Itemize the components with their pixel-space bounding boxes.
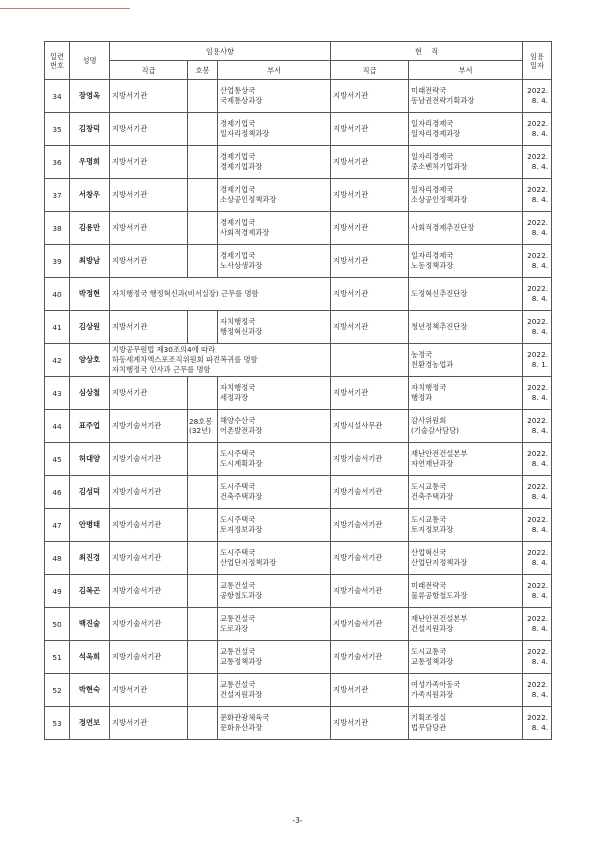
appointment-dept: 도시주택국 산업단지정책과장 [218,542,331,575]
appointment-step [188,80,218,113]
appointment-step [188,476,218,509]
row-number: 50 [45,608,70,641]
person-name: 김용만 [70,212,110,245]
appointment-grade: 지방기술서기관 [110,575,188,608]
row-number: 39 [45,245,70,278]
current-grade: 지방서기관 [331,674,409,707]
person-name: 표주업 [70,410,110,443]
header-dept: 부서 [218,61,331,80]
current-grade [331,344,409,377]
current-grade: 지방서기관 [331,146,409,179]
person-name: 박정현 [70,278,110,311]
row-number: 41 [45,311,70,344]
appointment-grade: 지방기술서기관 [110,476,188,509]
header-appointment: 임용사항 [110,42,331,61]
current-dept: 일자리경제국 소상공인정책과장 [409,179,523,212]
header-grade: 직급 [110,61,188,80]
appointment-date: 2022. 8. 4. [523,278,552,311]
current-dept: 일자리경제국 일자리경제과장 [409,113,523,146]
row-number: 46 [45,476,70,509]
appointment-date: 2022. 8. 1. [523,344,552,377]
row-number: 37 [45,179,70,212]
appointment-date: 2022. 8. 4. [523,80,552,113]
current-dept: 사회적경제추진단장 [409,212,523,245]
person-name: 김상원 [70,311,110,344]
current-dept: 일자리경제국 중소벤처기업과장 [409,146,523,179]
table-row [45,608,552,641]
appointment-note: 자치행정국 행정혁신과(비서실장) 근무를 명함 [110,278,331,311]
appointment-dept: 경제기업국 노사상생과장 [218,245,331,278]
appointment-dept: 도시주택국 토지정보과장 [218,509,331,542]
appointment-grade: 지방서기관 [110,80,188,113]
table-row [45,542,552,575]
appointment-step [188,245,218,278]
current-grade: 지방서기관 [331,179,409,212]
person-name: 박현숙 [70,674,110,707]
person-name: 허대양 [70,443,110,476]
appointment-dept: 자치행정국 세정과장 [218,377,331,410]
current-dept: 도시교통국 토지정보과장 [409,509,523,542]
appointment-date: 2022. 8. 4. [523,245,552,278]
current-dept: 청년정책추진단장 [409,311,523,344]
row-number: 35 [45,113,70,146]
header-step: 호봉 [188,61,218,80]
appointment-grade: 지방서기관 [110,212,188,245]
person-name: 서창우 [70,179,110,212]
appointment-dept: 교통건설국 교통정책과장 [218,641,331,674]
table-row [45,377,552,410]
row-number: 53 [45,707,70,740]
appointment-grade: 지방서기관 [110,377,188,410]
appointment-dept: 산업통상국 국제통상과장 [218,80,331,113]
appointment-date: 2022. 8. 4. [523,377,552,410]
current-grade: 지방서기관 [331,245,409,278]
appointment-step [188,509,218,542]
appointment-step [188,443,218,476]
current-grade: 지방서기관 [331,80,409,113]
appointment-grade: 지방기술서기관 [110,641,188,674]
appointment-grade: 지방기술서기관 [110,542,188,575]
header-date: 임용 일자 [523,42,552,80]
table-row [45,311,552,344]
table-row [45,443,552,476]
person-name: 최방남 [70,245,110,278]
current-grade: 지방서기관 [331,212,409,245]
table-row [45,278,552,311]
current-dept: 도시교통국 교통정책과장 [409,641,523,674]
current-dept: 여성가족아동국 가족지원과장 [409,674,523,707]
current-grade: 지방기술서기관 [331,443,409,476]
current-dept: 재난안전건설본부 건설지원과장 [409,608,523,641]
appointment-grade: 지방서기관 [110,179,188,212]
table-row [45,80,552,113]
appointment-step [188,608,218,641]
appointment-grade: 지방서기관 [110,245,188,278]
table-row [45,575,552,608]
row-number: 51 [45,641,70,674]
current-dept: 도시교통국 건축주택과장 [409,476,523,509]
current-grade: 지방서기관 [331,278,409,311]
appointment-date: 2022. 8. 4. [523,641,552,674]
row-number: 38 [45,212,70,245]
appointment-dept: 해양수산국 어촌발전과장 [218,410,331,443]
person-name: 김창덕 [70,113,110,146]
appointment-step [188,707,218,740]
person-name: 김복곤 [70,575,110,608]
appointment-dept: 경제기업국 경제기업과장 [218,146,331,179]
appointment-step [188,641,218,674]
table-row [45,344,552,377]
current-dept: 미래전략국 물류공항철도과장 [409,575,523,608]
appointment-grade: 지방기술서기관 [110,443,188,476]
table-row [45,179,552,212]
current-grade: 지방기술서기관 [331,641,409,674]
current-dept: 미래전략국 동남권전략기획과장 [409,80,523,113]
current-dept: 일자리경제국 노동정책과장 [409,245,523,278]
table-row [45,113,552,146]
current-grade: 지방서기관 [331,707,409,740]
appointment-date: 2022. 8. 4. [523,542,552,575]
person-name: 최진경 [70,542,110,575]
row-number: 47 [45,509,70,542]
current-grade: 지방서기관 [331,311,409,344]
person-name: 심상철 [70,377,110,410]
appointment-step [188,212,218,245]
row-number: 49 [45,575,70,608]
person-name: 양상호 [70,344,110,377]
appointment-dept: 자치행정국 행정혁신과장 [218,311,331,344]
appointment-step [188,542,218,575]
header-name: 성명 [70,42,110,80]
appointment-grade: 지방기술서기관 [110,410,188,443]
appointment-step [188,575,218,608]
appointment-grade: 지방서기관 [110,146,188,179]
appointment-date: 2022. 8. 4. [523,179,552,212]
appointment-date: 2022. 8. 4. [523,410,552,443]
current-grade: 지방기술서기관 [331,476,409,509]
appointment-date: 2022. 8. 4. [523,674,552,707]
appointment-note: 지방공무원법 제30조의4에 따라 하동세계차엑스포조직위원회 파견복귀를 명함 자치행정국 인사과 근무를 명함 [110,344,331,377]
current-dept: 재난안전건설본부 자연재난과장 [409,443,523,476]
appointment-step [188,146,218,179]
appointment-date: 2022. 8. 4. [523,113,552,146]
person-name: 안병태 [70,509,110,542]
appointment-step: 28호봉 (32년) [188,410,218,443]
table-row [45,245,552,278]
appointment-dept: 경제기업국 소상공인정책과장 [218,179,331,212]
personnel-appointment-table [44,41,552,740]
appointment-dept: 문화관광체육국 문화유산과장 [218,707,331,740]
person-name: 백진술 [70,608,110,641]
appointment-date: 2022. 8. 4. [523,212,552,245]
row-number: 43 [45,377,70,410]
table-row [45,707,552,740]
appointment-grade: 지방기술서기관 [110,608,188,641]
person-name: 김성덕 [70,476,110,509]
header-current-dept: 부서 [409,61,523,80]
appointment-dept: 경제기업국 일자리정책과장 [218,113,331,146]
current-dept: 농정국 친환경농업과 [409,344,523,377]
person-name: 석옥희 [70,641,110,674]
appointment-step [188,674,218,707]
appointment-date: 2022. 8. 4. [523,509,552,542]
appointment-date: 2022. 8. 4. [523,311,552,344]
person-name: 정연보 [70,707,110,740]
current-grade: 지방서기관 [331,113,409,146]
current-dept: 자치행정국 행정과 [409,377,523,410]
header-current: 현 직 [331,42,523,61]
appointment-dept: 도시주택국 도시계획과장 [218,443,331,476]
row-number: 44 [45,410,70,443]
current-grade: 지방기술서기관 [331,542,409,575]
current-grade: 지방시설사무관 [331,410,409,443]
appointment-grade: 지방서기관 [110,311,188,344]
current-grade: 지방서기관 [331,377,409,410]
appointment-dept: 교통건설국 건설지원과장 [218,674,331,707]
current-grade: 지방기술서기관 [331,608,409,641]
table-row [45,212,552,245]
appointment-date: 2022. 8. 4. [523,575,552,608]
appointment-grade: 지방서기관 [110,113,188,146]
table-row [45,509,552,542]
table-row [45,410,552,443]
appointment-date: 2022. 8. 4. [523,608,552,641]
header-accent-line [0,8,130,9]
table-row [45,476,552,509]
person-name: 장영옥 [70,80,110,113]
header-no: 일련 번호 [45,42,70,80]
header-current-grade: 직급 [331,61,409,80]
appointment-step [188,377,218,410]
appointment-date: 2022. 8. 4. [523,707,552,740]
appointment-dept: 도시주택국 건축주택과장 [218,476,331,509]
appointment-dept: 교통건설국 도로과장 [218,608,331,641]
current-dept: 산업혁신국 산업단지정책과장 [409,542,523,575]
appointment-step [188,179,218,212]
table-row [45,641,552,674]
appointment-step [188,311,218,344]
table-body [45,80,552,740]
appointment-date: 2022. 8. 4. [523,146,552,179]
appointment-step [188,113,218,146]
row-number: 34 [45,80,70,113]
row-number: 52 [45,674,70,707]
row-number: 40 [45,278,70,311]
row-number: 36 [45,146,70,179]
current-dept: 도정혁신추진단장 [409,278,523,311]
appointment-date: 2022. 8. 4. [523,476,552,509]
appointment-grade: 지방기술서기관 [110,509,188,542]
page-number: -3- [292,816,303,825]
current-dept: 감사위원회 (기술감사담당) [409,410,523,443]
appointment-grade: 지방서기관 [110,674,188,707]
current-dept: 기획조정실 법무담당관 [409,707,523,740]
appointment-dept: 교통건설국 공항철도과장 [218,575,331,608]
row-number: 45 [45,443,70,476]
appointment-grade: 지방서기관 [110,707,188,740]
current-grade: 지방기술서기관 [331,575,409,608]
person-name: 우명희 [70,146,110,179]
appointment-dept: 경제기업국 사회적경제과장 [218,212,331,245]
table-row [45,146,552,179]
table-row [45,674,552,707]
appointment-date: 2022. 8. 4. [523,443,552,476]
current-grade: 지방기술서기관 [331,509,409,542]
row-number: 48 [45,542,70,575]
row-number: 42 [45,344,70,377]
